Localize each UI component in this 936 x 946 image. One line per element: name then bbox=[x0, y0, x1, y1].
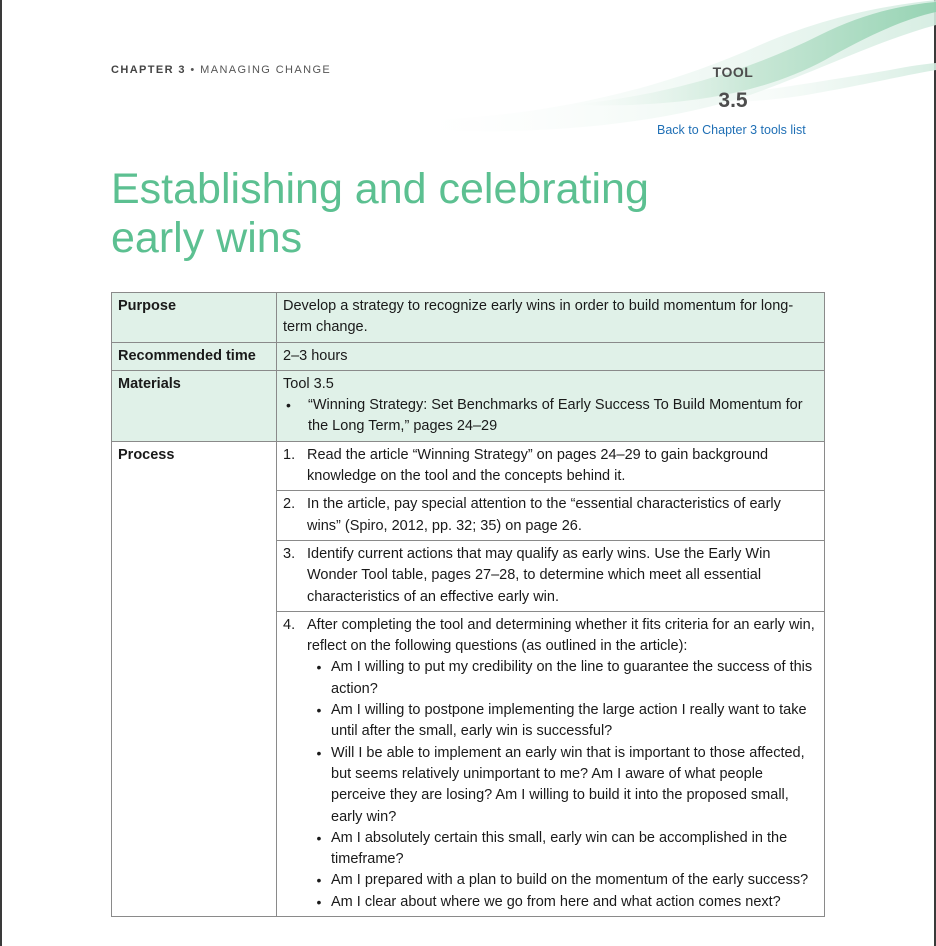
step-text: After completing the tool and determining whether it fits criteria for an early win, reflect on the following questions (as outlined in the article): bbox=[307, 616, 815, 655]
process-label: Process bbox=[112, 441, 277, 916]
question-text: Am I clear about where we go from here and what action comes next? bbox=[331, 893, 781, 910]
tool-label: TOOL bbox=[712, 64, 754, 80]
bullet-icon: • bbox=[316, 872, 322, 889]
time-row bbox=[112, 342, 825, 370]
chapter-label: CHAPTER 3 bbox=[111, 64, 186, 76]
step-text: Read the article “Winning Strategy” on pages 24–29 to gain background knowledge on the tool and the concepts behind it. bbox=[307, 446, 769, 485]
page-title bbox=[111, 165, 649, 263]
question-item bbox=[307, 870, 818, 891]
purpose-label: Purpose bbox=[112, 293, 277, 343]
process-step-4 bbox=[277, 611, 825, 916]
question-item bbox=[307, 892, 818, 913]
step-number: 3. bbox=[283, 545, 296, 562]
chapter-title: MANAGING CHANGE bbox=[200, 64, 332, 76]
tool-number: 3.5 bbox=[718, 89, 748, 112]
tool-table bbox=[111, 292, 825, 917]
materials-cell bbox=[277, 370, 825, 441]
materials-label: Materials bbox=[112, 370, 277, 441]
bullet-icon: • bbox=[316, 744, 322, 761]
back-to-tools-link[interactable]: Back to Chapter 3 tools list bbox=[657, 123, 806, 137]
bullet-icon: • bbox=[316, 829, 322, 846]
question-item bbox=[307, 828, 818, 871]
bullet-icon: • bbox=[316, 659, 322, 676]
time-label: Recommended time bbox=[112, 342, 277, 370]
step-text: Identify current actions that may qualify as early wins. Use the Early Win Wonder Tool table, pages 27–28, to determine which meet all essential characteristics of an effective early win. bbox=[307, 545, 771, 605]
title-line-1: Establishing and celebrating bbox=[111, 165, 649, 213]
time-text: 2–3 hours bbox=[277, 342, 825, 370]
purpose-row bbox=[112, 293, 825, 343]
bullet-icon: • bbox=[316, 702, 322, 719]
step-number: 1. bbox=[283, 446, 296, 463]
materials-bullet bbox=[283, 395, 818, 438]
chapter-separator: • bbox=[190, 64, 196, 76]
purpose-text: Develop a strategy to recognize early wins in order to build momentum for long-term change. bbox=[277, 293, 825, 343]
bullet-icon: • bbox=[286, 397, 291, 414]
process-row-1 bbox=[112, 441, 825, 491]
question-text: Am I prepared with a plan to build on the momentum of the early success? bbox=[331, 872, 809, 889]
process-step-3 bbox=[277, 540, 825, 611]
materials-row bbox=[112, 370, 825, 441]
question-text: Am I willing to put my credibility on the line to guarantee the success of this action? bbox=[331, 659, 813, 697]
chapter-heading bbox=[111, 64, 331, 76]
question-item bbox=[307, 700, 818, 743]
process-step-2 bbox=[277, 491, 825, 541]
step-number: 4. bbox=[283, 616, 296, 633]
materials-line: Tool 3.5 bbox=[283, 375, 334, 392]
question-text: Am I willing to postpone implementing the large action I really want to take until after the small, early win is successful? bbox=[331, 702, 807, 740]
bullet-icon: • bbox=[316, 893, 322, 910]
title-line-2: early wins bbox=[111, 214, 303, 262]
page-edge-left bbox=[0, 0, 2, 946]
question-item bbox=[307, 657, 818, 700]
question-text: Am I absolutely certain this small, early win can be accomplished in the timeframe? bbox=[331, 829, 788, 868]
materials-bullet-text: “Winning Strategy: Set Benchmarks of Early Success To Build Momentum for the Long Term,” pages 24–29 bbox=[308, 397, 803, 435]
process-step-1 bbox=[277, 441, 825, 491]
question-item bbox=[307, 743, 818, 828]
question-text: Will I be able to implement an early win that is important to those affected, but seems relatively unimportant to me? Am I aware of what people perceive they are losing? Am I willing to build it into the proposed small, early win? bbox=[331, 744, 805, 825]
step-text: In the article, pay special attention to the “essential characteristics of early wins” (Spiro, 2012, pp. 32; 35) on page 26. bbox=[307, 496, 781, 534]
step-number: 2. bbox=[283, 496, 296, 513]
